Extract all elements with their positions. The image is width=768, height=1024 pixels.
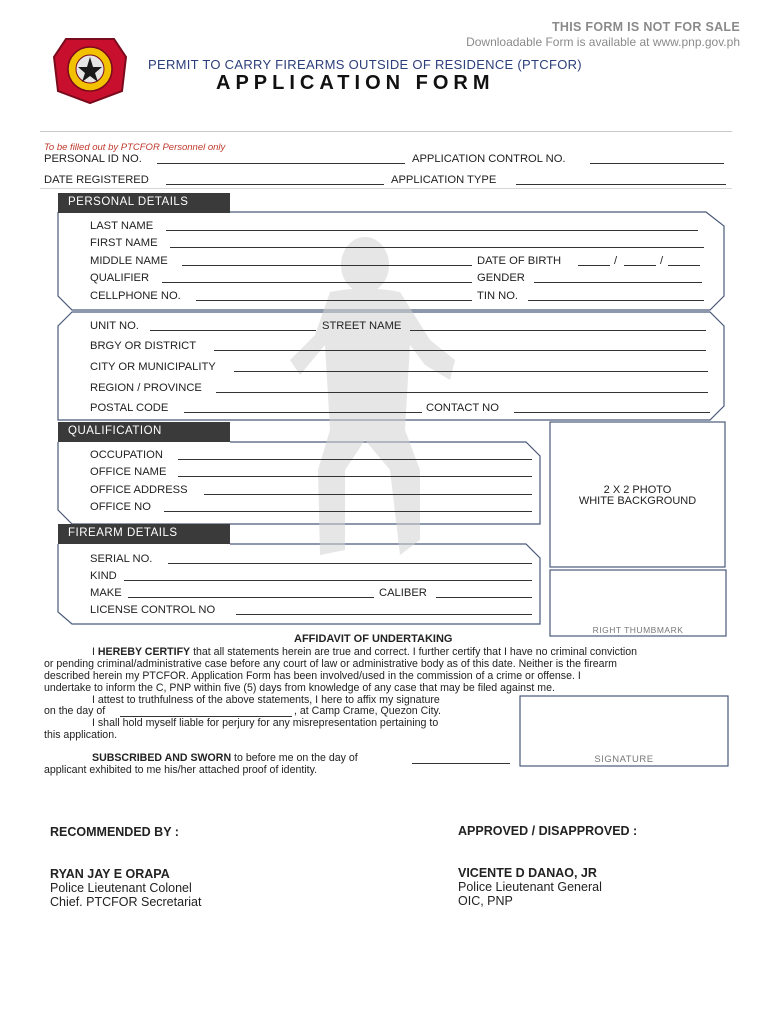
contact-label: CONTACT NO [426, 402, 499, 414]
gender-field[interactable] [534, 282, 702, 283]
dob-month-field[interactable] [578, 265, 610, 266]
office-name-label: OFFICE NAME [90, 466, 167, 478]
affidavit-para3-line2: this application. [44, 729, 118, 741]
occupation-label: OCCUPATION [90, 449, 163, 461]
office-address-label: OFFICE ADDRESS [90, 484, 188, 496]
cellphone-field[interactable] [196, 300, 472, 301]
photo-box[interactable] [551, 423, 724, 566]
dob-label: DATE OF BIRTH [477, 255, 562, 267]
make-field[interactable] [128, 597, 374, 598]
first-name-field[interactable] [170, 247, 704, 248]
affidavit-para1-line1: I HEREBY CERTIFY that all statements herein are true and correct. I further certify that I have no criminal conviction [92, 646, 638, 658]
firearm-details-heading: FIREARM DETAILS [58, 524, 230, 544]
first-name-label: FIRST NAME [90, 237, 158, 249]
app-control-label: APPLICATION CONTROL NO. [412, 153, 566, 165]
approved-name: VICENTE D DANAO, JR [458, 866, 597, 880]
last-name-label: LAST NAME [90, 220, 154, 232]
city-label: CITY OR MUNICIPALITY [90, 361, 216, 373]
caliber-field[interactable] [436, 597, 532, 598]
office-no-field[interactable] [164, 511, 532, 512]
postal-label: POSTAL CODE [90, 402, 169, 414]
license-label: LICENSE CONTROL NO [90, 604, 216, 616]
thumbmark-box[interactable] [551, 571, 725, 623]
affidavit-para1-line2: or pending criminal/administrative case before any court of law or administrative body as of this date. Neither is the firearm [44, 658, 617, 670]
app-type-label: APPLICATION TYPE [391, 174, 497, 186]
personal-details-heading: PERSONAL DETAILS [58, 193, 230, 213]
sworn-line1: SUBSCRIBED AND SWORN to before me on the day of [92, 752, 358, 764]
license-field[interactable] [236, 614, 532, 615]
brgy-field[interactable] [214, 350, 706, 351]
watermark-figure [290, 237, 455, 555]
approved-position: OIC, PNP [458, 894, 513, 908]
affidavit-para2-line2b: , at Camp Crame, Quezon City. [294, 705, 441, 717]
brgy-label: BRGY OR DISTRICT [90, 340, 197, 352]
unit-field[interactable] [150, 330, 316, 331]
caliber-label: CALIBER [379, 587, 427, 599]
office-no-label: OFFICE NO [90, 501, 151, 513]
affidavit-heading: AFFIDAVIT OF UNDERTAKING [294, 633, 453, 645]
approved-label: APPROVED / DISAPPROVED : [458, 824, 638, 838]
last-name-field[interactable] [166, 230, 698, 231]
office-use-note: To be filled out by PTCFOR Personnel only [44, 142, 226, 153]
page-title: APPLICATION FORM [216, 72, 495, 94]
occupation-field[interactable] [178, 459, 532, 460]
dob-year-field[interactable] [668, 265, 700, 266]
qualifier-label: QUALIFIER [90, 272, 150, 284]
serial-field[interactable] [168, 563, 532, 564]
make-label: MAKE [90, 587, 122, 599]
middle-name-field[interactable] [182, 265, 472, 266]
recommended-label: RECOMMENDED BY : [50, 825, 179, 839]
middle-name-label: MIDDLE NAME [90, 255, 168, 267]
serial-label: SERIAL NO. [90, 553, 153, 565]
qualifier-field[interactable] [162, 282, 472, 283]
office-address-field[interactable] [204, 494, 532, 495]
tin-field[interactable] [528, 300, 704, 301]
date-registered-label: DATE REGISTERED [44, 174, 149, 186]
personal-id-label: PERSONAL ID NO. [44, 153, 142, 165]
city-field[interactable] [234, 371, 708, 372]
approved-rank: Police Lieutenant General [458, 880, 602, 894]
signature-box[interactable] [521, 697, 727, 751]
office-name-field[interactable] [178, 476, 532, 477]
region-label: REGION / PROVINCE [90, 382, 202, 394]
thumbmark-label: RIGHT THUMBMARK [592, 625, 684, 635]
postal-field[interactable] [184, 412, 422, 413]
form-subtitle: PERMIT TO CARRY FIREARMS OUTSIDE OF RESIDENCE (PTCFOR) [148, 57, 582, 72]
photo-label-1: 2 X 2 PHOTO [603, 484, 672, 496]
dob-day-field[interactable] [624, 265, 656, 266]
kind-label: KIND [90, 570, 117, 582]
affidavit-para2-line2a: on the day of [44, 705, 106, 717]
qualification-heading: QUALIFICATION [58, 422, 230, 442]
download-note: Downloadable Form is available at www.pnp.gov.ph [466, 35, 740, 49]
affidavit-para1-line4: undertake to inform the C, PNP within five (5) days from knowledge of any case that may be filed against me. [44, 682, 555, 694]
affidavit-para1-line3: described herein my PTCFOR. Application Form has been involved/used in the commission of a crime or offense. I [44, 670, 581, 682]
dob-separator: / [660, 255, 664, 267]
cellphone-label: CELLPHONE NO. [90, 290, 181, 302]
sworn-line2: applicant exhibited to me his/her attached proof of identity. [44, 764, 318, 776]
not-for-sale-notice: THIS FORM IS NOT FOR SALE [551, 20, 740, 34]
street-label: STREET NAME [322, 320, 402, 332]
signature-label: SIGNATURE [594, 754, 654, 765]
unit-label: UNIT NO. [90, 320, 139, 332]
recommended-name: RYAN JAY E ORAPA [50, 867, 170, 881]
street-field[interactable] [410, 330, 706, 331]
contact-field[interactable] [514, 412, 710, 413]
gender-label: GENDER [477, 272, 525, 284]
region-field[interactable] [216, 392, 708, 393]
affidavit-para3-line1: I shall hold myself liable for perjury for any misrepresentation pertaining to [92, 717, 439, 729]
photo-label-2: WHITE BACKGROUND [578, 495, 697, 507]
kind-field[interactable] [124, 580, 532, 581]
affidavit-para2-line1: I attest to truthfulness of the above statements, I here to affix my signature [92, 694, 440, 706]
sworn-day-field[interactable] [412, 763, 510, 764]
recommended-rank: Police Lieutenant Colonel [50, 881, 192, 895]
dob-separator: / [614, 255, 618, 267]
tin-label: TIN NO. [477, 290, 519, 302]
recommended-position: Chief. PTCFOR Secretariat [50, 895, 202, 909]
